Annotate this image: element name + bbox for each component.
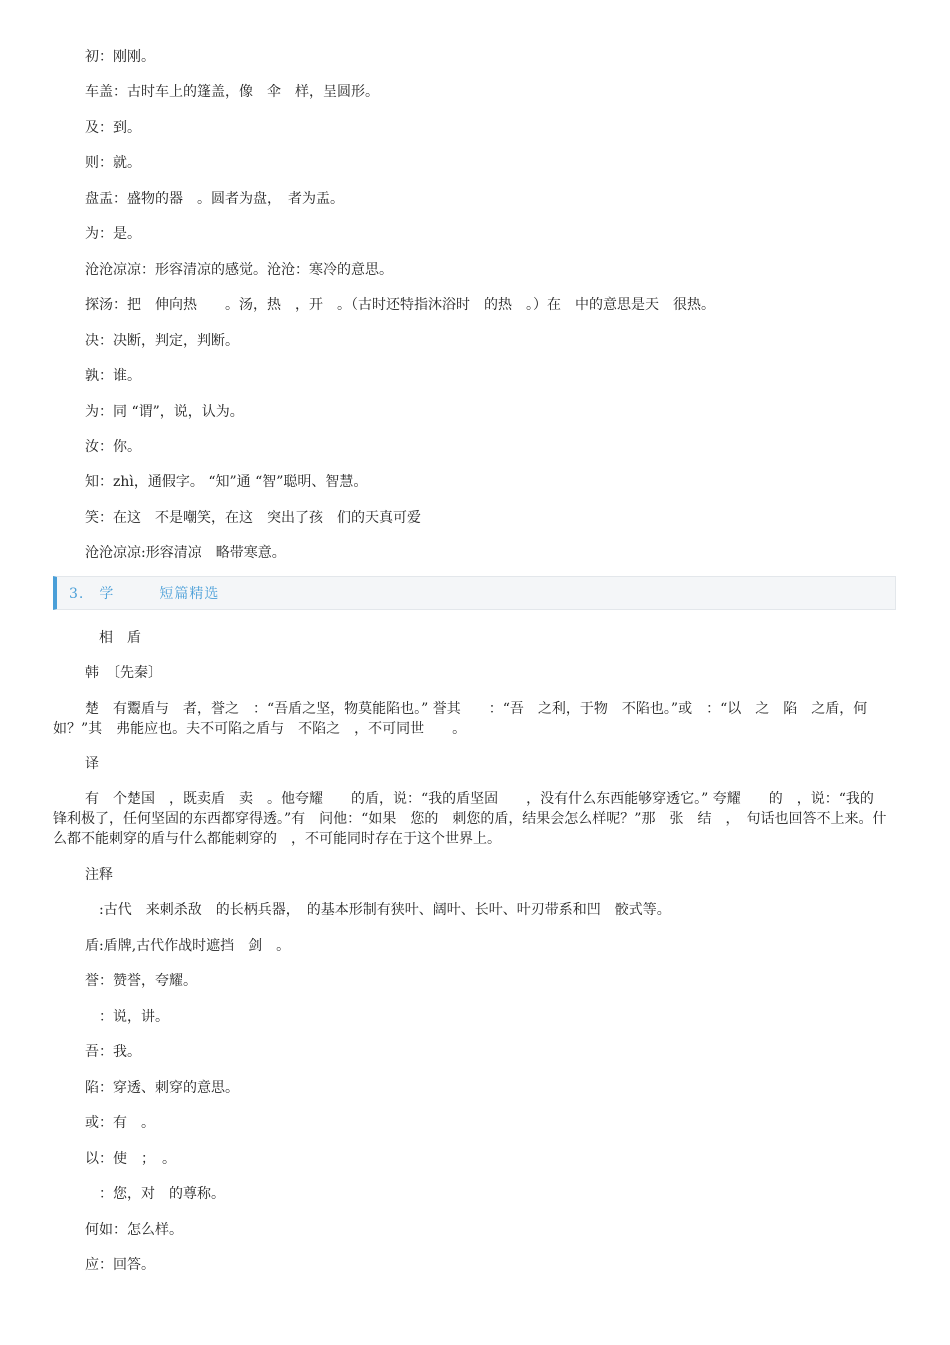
note-item: 盘盂：盛物的器 。圆者为盘， 者为盂。 — [85, 191, 344, 207]
story-original-text: 楚 有鬻盾与 者，誉之 ：“吾盾之坚，物莫能陷也。” 誉其 ：“吾 之利，于物 不陷也。”或 ：“以 之 陷 之盾，何如？”其 弗能应也。夫不可陷之盾与 不陷之 ，不可同世 。 — [53, 701, 868, 737]
annotation-item: ：说，讲。 — [85, 1009, 169, 1025]
note-item: 决：决断，判定，判断。 — [85, 333, 239, 349]
note-item: 汝：你。 — [85, 439, 141, 455]
translation-heading: 译 — [85, 756, 99, 772]
note-item: 知：zhì，通假字。 “知”通 “智”聪明、智慧。 — [85, 474, 368, 490]
annotation-item: 誉：赞誉，夸耀。 — [85, 973, 197, 989]
note-item: 为：是。 — [85, 226, 141, 242]
story-author: 韩 〔先秦〕 — [85, 665, 162, 681]
note-item: 初：刚刚。 — [85, 49, 155, 65]
note-item: 孰：谁。 — [85, 368, 141, 384]
notes-heading: 注释 — [85, 867, 113, 883]
annotation-item: 应：回答。 — [85, 1257, 155, 1273]
annotation-item: 以：使 ； 。 — [85, 1151, 176, 1167]
annotation-item: 吾：我。 — [85, 1044, 141, 1060]
section-title: 3. 学 短篇精选 — [69, 586, 220, 602]
note-item: 沧沧凉凉：形容清凉的感觉。沧沧：寒冷的意思。 — [85, 262, 393, 278]
note-item: 探汤：把 伸向热 。汤，热 ，开 。（古时还特指沐浴时 的热 。）在 中的意思是天 很热。 — [85, 297, 715, 313]
note-item: 车盖：古时车上的篷盖，像 伞 样，呈圆形。 — [85, 84, 379, 100]
note-item: 则：就。 — [85, 155, 141, 171]
note-item: 沧沧凉凉:形容清凉 略带寒意。 — [85, 545, 286, 561]
annotation-item: 何如：怎么样。 — [85, 1222, 183, 1238]
annotation-item: :古代 来刺杀敌 的长柄兵器， 的基本形制有狭叶、阔叶、长叶、叶刃带系和凹 骹式等。 — [85, 902, 671, 918]
story-translation-text: 有 个楚国 ，既卖盾 卖 。他夸耀 的盾，说：“我的盾坚固 ，没有什么东西能够穿透它。” 夸耀 的 ，说：“我的 锋利极了，任何坚固的东西都穿得透。”有 问他：“如果 您的 刺您的盾，结果会怎么样呢？”那 张 结 ， 句话也回答不上来。什么都不能刺穿的盾与什么都能刺穿的 ，不可能同时存在于这个世界上。 — [53, 791, 888, 847]
note-item: 笑：在这 不是嘲笑，在这 突出了孩 们的天真可爱 — [85, 510, 421, 526]
annotation-item: 盾:盾牌,古代作战时遮挡 剑 。 — [85, 938, 291, 954]
note-item: 及：到。 — [85, 120, 141, 136]
story-title: 相 盾 — [85, 630, 141, 646]
annotation-item: 或：有 。 — [85, 1115, 155, 1131]
note-item: 为：同 “谓”，说，认为。 — [85, 404, 244, 420]
section-header — [53, 576, 896, 610]
annotation-item: 陷：穿透、刺穿的意思。 — [85, 1080, 239, 1096]
annotation-item: ：您，对 的尊称。 — [85, 1186, 225, 1202]
